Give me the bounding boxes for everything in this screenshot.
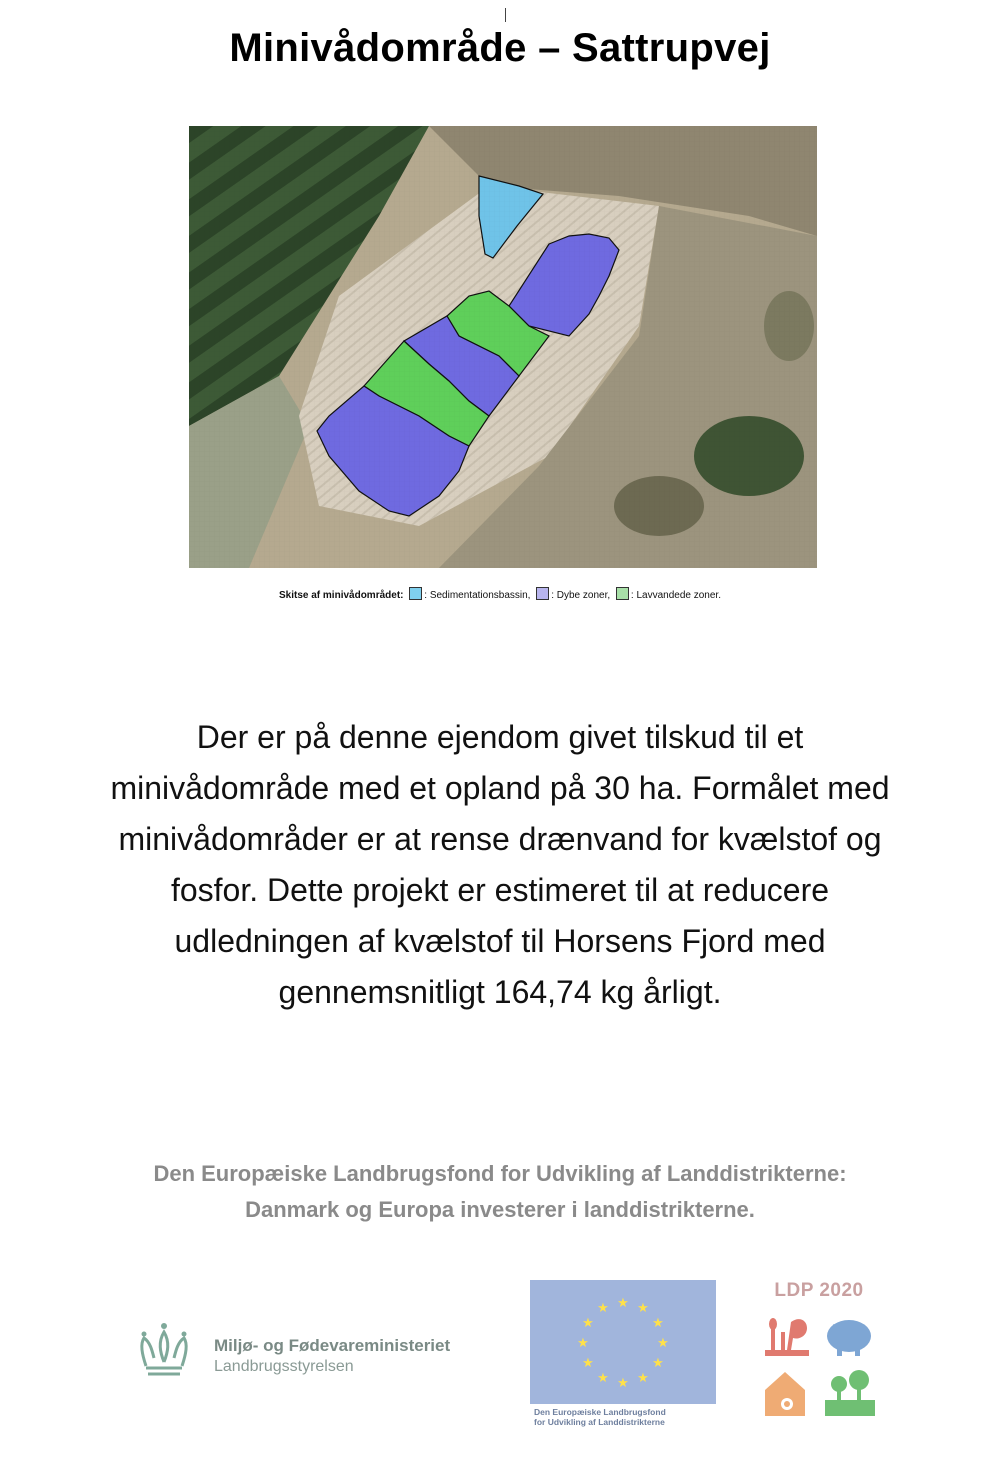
svg-text:★: ★ — [657, 1336, 669, 1351]
ldp-icons — [763, 1308, 878, 1423]
svg-text:★: ★ — [582, 1356, 594, 1371]
ministry-name: Miljø- og Fødevareministeriet — [214, 1336, 451, 1355]
fund-line: Danmark og Europa investerer i landdistrikterne. — [245, 1197, 755, 1222]
description-line: fosfor. Dette projekt er estimeret til at reducere — [170, 872, 830, 908]
description-line: minivådområde med et opland på 30 ha. Formålet med — [110, 770, 890, 806]
page-title: Minivådområde – Sattrupvej — [229, 26, 771, 70]
description-line: minivådområder er at rense drænvand for kvælstof og — [118, 821, 882, 857]
ministry-logo — [134, 1318, 494, 1380]
description-line: gennemsnitligt 164,74 kg årligt. — [278, 974, 722, 1010]
svg-text:★: ★ — [617, 1376, 629, 1391]
svg-text:★: ★ — [597, 1371, 609, 1386]
svg-text:★: ★ — [652, 1316, 664, 1331]
sedimentation-swatch-icon — [409, 587, 422, 600]
description-line: udledningen af kvælstof til Horsens Fjord med — [174, 923, 826, 959]
text-cursor-mark — [505, 8, 506, 22]
description-text — [0, 712, 1000, 1018]
house-icon — [765, 1372, 805, 1416]
svg-text:★: ★ — [597, 1301, 609, 1316]
caption-prefix: Skitse af minivådområdet: — [279, 590, 404, 601]
map-caption — [0, 587, 1000, 601]
caption-item-sedimentation: : Sedimentationsbassin, — [424, 590, 531, 601]
eu-flag-icon — [530, 1280, 716, 1404]
fund-line: Den Europæiske Landbrugsfond for Udvikling af Landdistrikterne: — [153, 1161, 847, 1186]
eu-logo-line: for Udvikling af Landdistrikterne — [534, 1417, 665, 1427]
ministry-agency: Landbrugsstyrelsen — [214, 1358, 354, 1375]
svg-text:★: ★ — [652, 1356, 664, 1371]
ldp-logo — [763, 1280, 878, 1425]
ldp-title: LDP 2020 — [774, 1280, 864, 1301]
description-line: Der er på denne ejendom givet tilskud til et — [196, 719, 804, 755]
caption-item-deep: : Dybe zoner, — [551, 590, 611, 601]
pig-icon — [827, 1320, 871, 1356]
fund-statement — [0, 1156, 1000, 1228]
caption-item-shallow: : Lavvandede zoner. — [630, 590, 721, 601]
svg-text:★: ★ — [577, 1336, 589, 1351]
shallow-zone-swatch-icon — [616, 587, 629, 600]
svg-text:★: ★ — [637, 1301, 649, 1316]
eu-logo-line: Den Europæiske Landbrugsfond — [534, 1407, 666, 1417]
crown-icon — [134, 1318, 194, 1380]
svg-text:★: ★ — [637, 1371, 649, 1386]
landscape-icon — [825, 1370, 875, 1416]
deep-zone-swatch-icon — [536, 587, 549, 600]
crops-icon — [765, 1318, 809, 1356]
aerial-map — [189, 126, 817, 568]
svg-text:★: ★ — [582, 1316, 594, 1331]
svg-text:★: ★ — [617, 1296, 629, 1311]
eu-logo — [530, 1280, 716, 1430]
